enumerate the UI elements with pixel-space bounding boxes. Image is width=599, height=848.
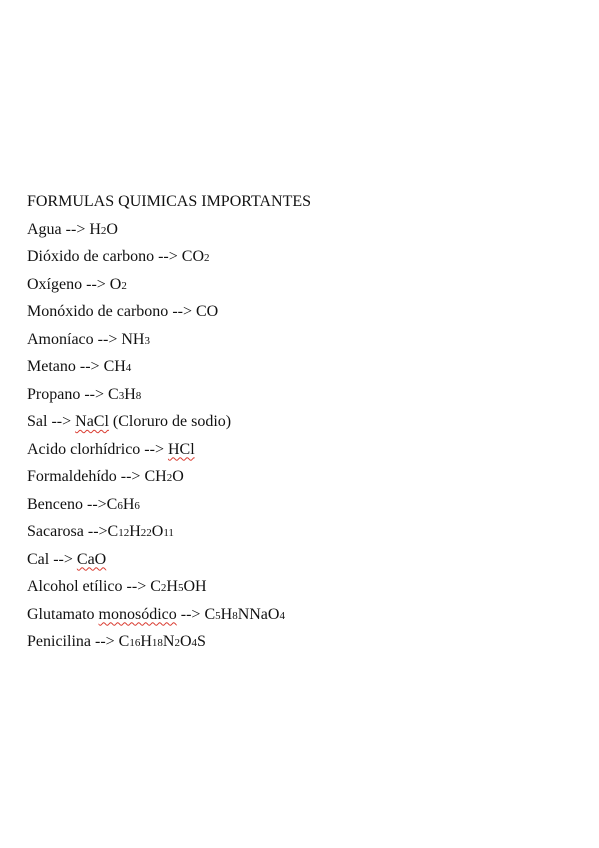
compound-name: Oxígeno bbox=[27, 275, 83, 293]
formula-line bbox=[27, 436, 587, 464]
compound-name: Propano bbox=[27, 385, 81, 403]
formula-part: S bbox=[197, 633, 206, 650]
formula-line bbox=[27, 573, 587, 601]
chemical-formula bbox=[104, 358, 132, 375]
chemical-formula bbox=[77, 551, 106, 568]
arrow-symbol: --> bbox=[82, 275, 110, 293]
chemical-formula bbox=[89, 221, 118, 238]
formula-line bbox=[27, 298, 587, 326]
arrow-symbol: --> bbox=[47, 413, 76, 430]
formula-part: O bbox=[106, 220, 118, 238]
compound-name: Amoníaco bbox=[27, 330, 94, 348]
formula-subscript: 2 bbox=[174, 637, 180, 649]
document-title: FORMULAS QUIMICAS IMPORTANTES bbox=[27, 193, 312, 210]
compound-name: Benceno bbox=[27, 495, 83, 513]
formula-line bbox=[27, 271, 587, 299]
compound-name: Agua bbox=[27, 220, 62, 238]
compound-name: Monóxido de carbono bbox=[27, 303, 169, 320]
formula-part: NNaO bbox=[237, 605, 280, 623]
formula-subscript: 3 bbox=[118, 389, 125, 402]
compound-name: Penicilina bbox=[27, 633, 91, 650]
chemical-formula bbox=[150, 578, 206, 595]
formula-subscript: 22 bbox=[140, 527, 152, 539]
compound-name: Formaldehído bbox=[27, 468, 117, 485]
formula-subscript: 4 bbox=[279, 609, 285, 622]
arrow-symbol: --> bbox=[154, 248, 182, 265]
formula-subscript: 18 bbox=[151, 637, 163, 649]
compound-name: Sal bbox=[27, 413, 48, 430]
formula-part: CO bbox=[181, 248, 204, 265]
formula-part: C bbox=[150, 578, 161, 595]
formula-subscript: 4 bbox=[125, 362, 132, 374]
formula-subscript: 2 bbox=[100, 224, 107, 237]
chemical-formula bbox=[75, 413, 231, 430]
chemical-formula bbox=[204, 606, 285, 623]
formula-part: C bbox=[118, 633, 130, 650]
compound-name: Glutamato monosódico bbox=[27, 605, 177, 623]
compound-name: Metano bbox=[27, 358, 76, 375]
formula-part: H bbox=[122, 495, 135, 513]
formula-part: H bbox=[89, 220, 101, 238]
document-body bbox=[27, 188, 587, 656]
arrow-symbol: --> bbox=[176, 605, 205, 623]
formula-part: H bbox=[124, 385, 136, 403]
formula-part: C bbox=[107, 523, 119, 540]
formula-line bbox=[27, 408, 587, 436]
formula-part: O bbox=[109, 275, 122, 293]
arrow-symbol: --> bbox=[122, 578, 151, 595]
chemical-formula bbox=[110, 276, 127, 293]
formula-part: C bbox=[108, 385, 119, 403]
chemical-formula bbox=[119, 633, 206, 650]
formula-line bbox=[27, 353, 587, 381]
chemical-formula bbox=[121, 331, 150, 348]
formula-part: NH bbox=[121, 330, 145, 348]
compound-name: Cal bbox=[27, 550, 50, 568]
compound-name: Dióxido de carbono bbox=[27, 248, 155, 265]
arrow-symbol: --> bbox=[140, 440, 168, 458]
chemical-formula bbox=[108, 523, 174, 540]
chemical-formula bbox=[107, 496, 140, 513]
formula-part: O bbox=[172, 468, 184, 485]
formula-part: O bbox=[151, 523, 164, 540]
formula-line bbox=[27, 601, 587, 629]
formula-subscript: 2 bbox=[204, 252, 210, 264]
formula-part: H bbox=[166, 578, 178, 595]
arrow-symbol: --> bbox=[116, 468, 145, 485]
formula-subscript: 5 bbox=[177, 582, 184, 594]
formula-line bbox=[27, 216, 587, 244]
arrow-symbol: --> bbox=[93, 330, 122, 348]
formula-part: OH bbox=[183, 578, 207, 595]
formula-line bbox=[27, 463, 587, 491]
formula-part: H bbox=[129, 523, 141, 540]
formula-subscript: 5 bbox=[215, 609, 221, 622]
formula-subscript: 12 bbox=[118, 527, 130, 539]
formula-part: C bbox=[106, 495, 118, 513]
formula-part: O bbox=[179, 633, 192, 650]
arrow-symbol: --> bbox=[61, 220, 90, 238]
arrow-symbol: --> bbox=[168, 303, 196, 320]
formula-line bbox=[27, 326, 587, 354]
formula-part: H bbox=[220, 605, 233, 623]
arrow-symbol: --> bbox=[82, 495, 107, 513]
formula-subscript: 2 bbox=[121, 279, 127, 292]
arrow-symbol: --> bbox=[75, 358, 104, 375]
formula-part: N bbox=[162, 633, 175, 650]
formula-subscript: 6 bbox=[117, 499, 123, 512]
formula-subscript: 8 bbox=[135, 389, 142, 402]
formula-part: H bbox=[140, 633, 152, 650]
formula-subscript: 6 bbox=[134, 499, 140, 512]
formula-subscript: 16 bbox=[129, 637, 141, 649]
formula-line bbox=[27, 628, 587, 656]
formula-part: CO bbox=[196, 303, 219, 320]
formula-subscript: 2 bbox=[160, 582, 167, 594]
formula-part: CH bbox=[144, 468, 167, 485]
formula-subscript: 8 bbox=[232, 609, 238, 622]
formula-subscript: 3 bbox=[144, 334, 150, 347]
formula-part: CH bbox=[103, 358, 126, 375]
formula-subscript: 11 bbox=[163, 527, 174, 539]
formula-part: C bbox=[204, 605, 216, 623]
compound-name: Alcohol etílico bbox=[27, 578, 123, 595]
formula-line bbox=[27, 381, 587, 409]
formula-list bbox=[27, 216, 587, 656]
arrow-symbol: --> bbox=[80, 385, 109, 403]
chemical-formula bbox=[182, 248, 210, 265]
formula-line bbox=[27, 546, 587, 574]
formula-subscript: 2 bbox=[166, 472, 173, 484]
formula-subscript: 4 bbox=[191, 637, 198, 649]
arrow-symbol: --> bbox=[49, 550, 77, 568]
arrow-symbol: --> bbox=[83, 523, 108, 540]
formula-part: (Cloruro de sodio) bbox=[108, 413, 232, 430]
chemical-formula bbox=[108, 386, 141, 403]
compound-name: Acido clorhídrico bbox=[27, 440, 141, 458]
formula-line bbox=[27, 243, 587, 271]
arrow-symbol: --> bbox=[90, 633, 119, 650]
formula-line bbox=[27, 518, 587, 546]
formula-line bbox=[27, 491, 587, 519]
formula-part: CaO bbox=[76, 550, 107, 568]
compound-name: Sacarosa bbox=[27, 523, 84, 540]
formula-part: NaCl bbox=[75, 413, 109, 430]
chemical-formula bbox=[196, 303, 218, 320]
chemical-formula bbox=[168, 441, 195, 458]
chemical-formula bbox=[144, 468, 183, 485]
formula-part: HCl bbox=[167, 440, 195, 458]
